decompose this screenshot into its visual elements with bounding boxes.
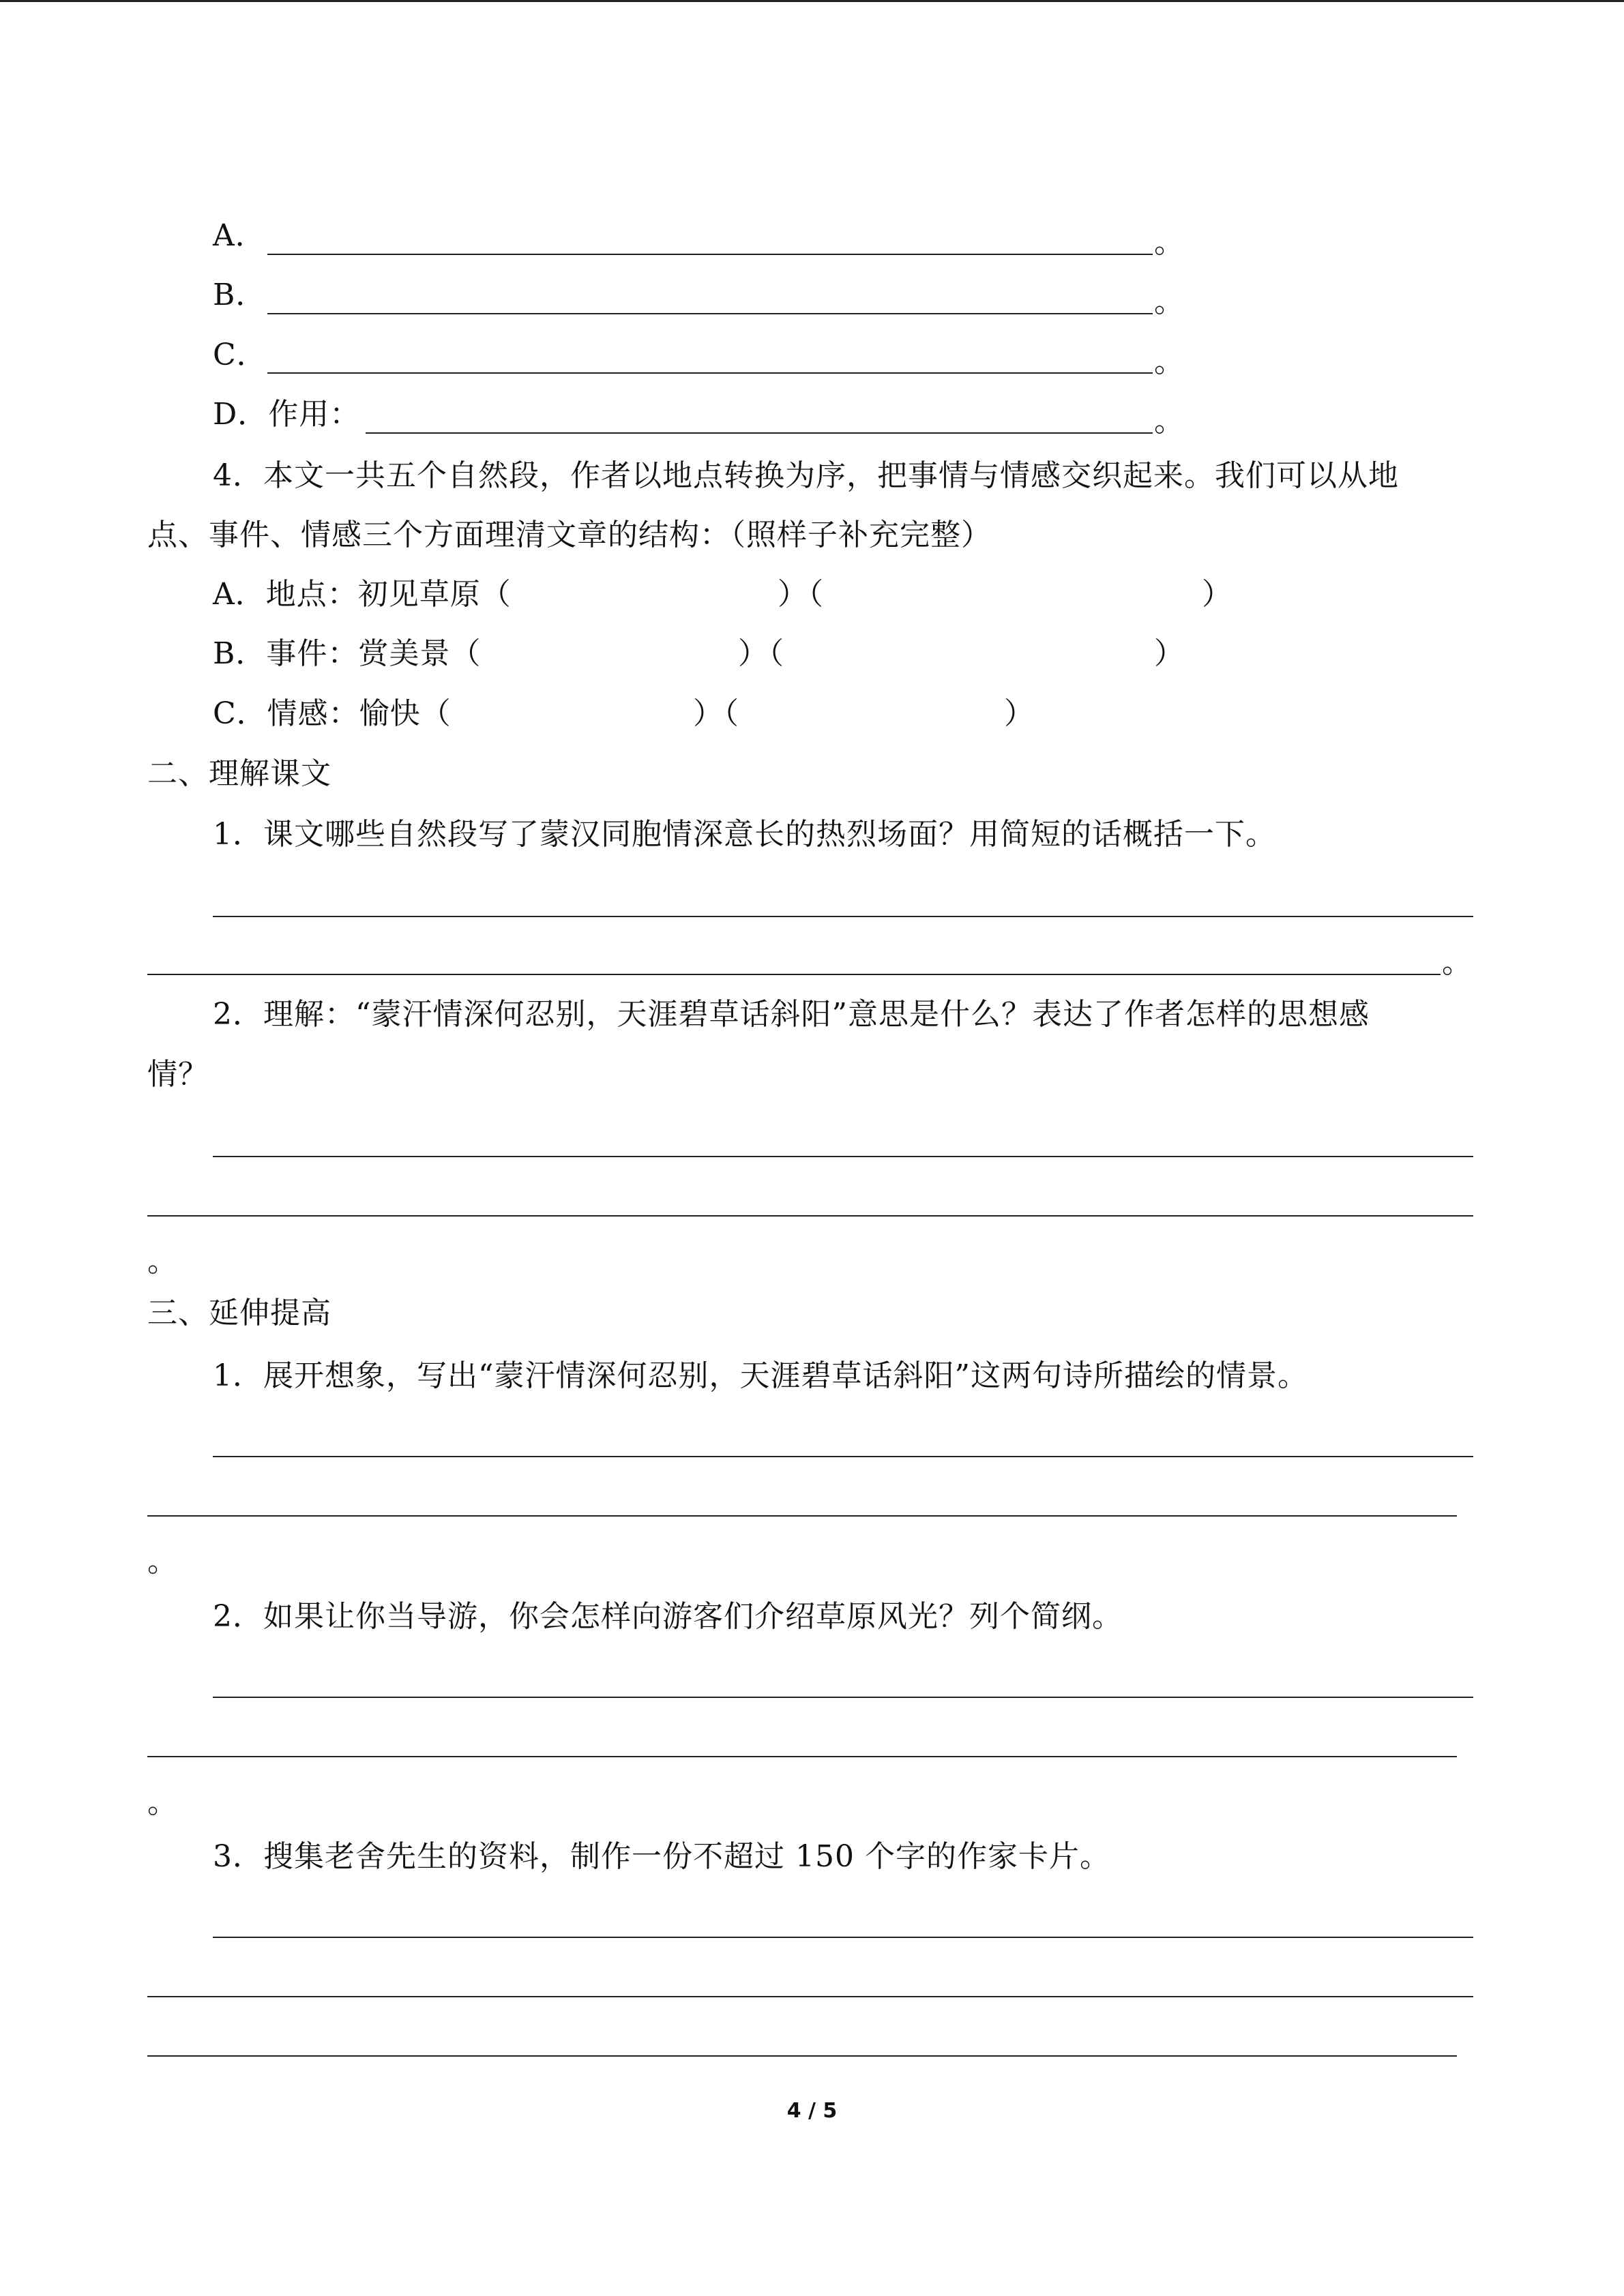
q4-a-paren-mid: ）（ <box>778 577 824 612</box>
section3-q1-answer-line2[interactable] <box>147 1515 1457 1517</box>
q4-text-line1: 4．本文一共五个自然段，作者以地点转换为序，把事情与情感交织起来。我们可以从地 <box>213 458 1399 493</box>
q4-a-paren-close: ） <box>1202 577 1232 612</box>
q4-text-line2: 点、事件、情感三个方面理清文章的结构：（照样子补充完整） <box>147 518 992 552</box>
section2-q2-line1: 2．理解：“蒙汗情深何忍别，天涯碧草话斜阳”意思是什么？表达了作者怎样的思想感 <box>213 997 1370 1032</box>
q4-c-paren-mid: ）（ <box>693 696 739 731</box>
option-d-label: D．作用： <box>213 397 361 432</box>
section3-q2-answer-line2[interactable] <box>147 1756 1457 1757</box>
option-d-period: 。 <box>1154 404 1185 438</box>
q4-b-paren-close: ） <box>1154 636 1185 671</box>
option-a-blank[interactable] <box>267 254 1153 255</box>
page-top-border <box>0 0 1624 2</box>
q4-b-paren-mid: ）（ <box>738 636 784 671</box>
q4-b-label: B．事件：赏美景（ <box>213 636 482 671</box>
option-c-period: 。 <box>1154 344 1185 379</box>
section3-q3-answer-line2[interactable] <box>147 1996 1473 1997</box>
option-c-label: C． <box>213 338 267 372</box>
section3-q2: 2．如果让你当导游，你会怎样向游客们介绍草原风光？列个简纲。 <box>213 1599 1123 1634</box>
option-a-label: A． <box>213 218 266 253</box>
section2-q2-answer-line2[interactable] <box>147 1215 1473 1217</box>
section3-q3: 3．搜集老舍先生的资料，制作一份不超过 150 个字的作家卡片。 <box>213 1839 1110 1874</box>
section3-q1: 1．展开想象，写出“蒙汗情深何忍别，天涯碧草话斜阳”这两句诗所描绘的情景。 <box>213 1358 1308 1393</box>
section3-heading: 三、延伸提高 <box>147 1296 331 1330</box>
option-b-label: B． <box>213 278 267 312</box>
section2-q2-answer-line1[interactable] <box>213 1156 1473 1157</box>
section3-q2-answer-line1[interactable] <box>213 1697 1473 1698</box>
section3-q3-answer-line1[interactable] <box>213 1937 1473 1938</box>
q4-c-label: C．情感：愉快（ <box>213 696 452 731</box>
section3-q2-period: 。 <box>147 1785 178 1820</box>
option-b-period: 。 <box>1154 284 1185 319</box>
section3-q3-answer-line3[interactable] <box>147 2055 1457 2057</box>
section2-q1-answer-line2[interactable] <box>147 974 1441 975</box>
option-d-blank[interactable] <box>366 432 1153 434</box>
option-a-period: 。 <box>1154 225 1185 260</box>
q4-c-paren-close: ） <box>1004 696 1035 731</box>
option-b-blank[interactable] <box>267 313 1153 314</box>
section2-q1-period: 。 <box>1442 945 1473 980</box>
section2-q1: 1．课文哪些自然段写了蒙汉同胞情深意长的热烈场面？用简短的话概括一下。 <box>213 817 1276 852</box>
section2-heading: 二、理解课文 <box>147 756 331 791</box>
section2-q2-period: 。 <box>147 1244 178 1279</box>
page-number: 4 / 5 <box>786 2099 838 2123</box>
q4-a-label: A．地点：初见草原（ <box>213 577 512 612</box>
section2-q2-line2: 情？ <box>147 1057 209 1092</box>
section3-q1-period: 。 <box>147 1544 178 1579</box>
option-c-blank[interactable] <box>267 372 1153 374</box>
section3-q1-answer-line1[interactable] <box>213 1456 1473 1457</box>
section2-q1-answer-line1[interactable] <box>213 916 1473 917</box>
